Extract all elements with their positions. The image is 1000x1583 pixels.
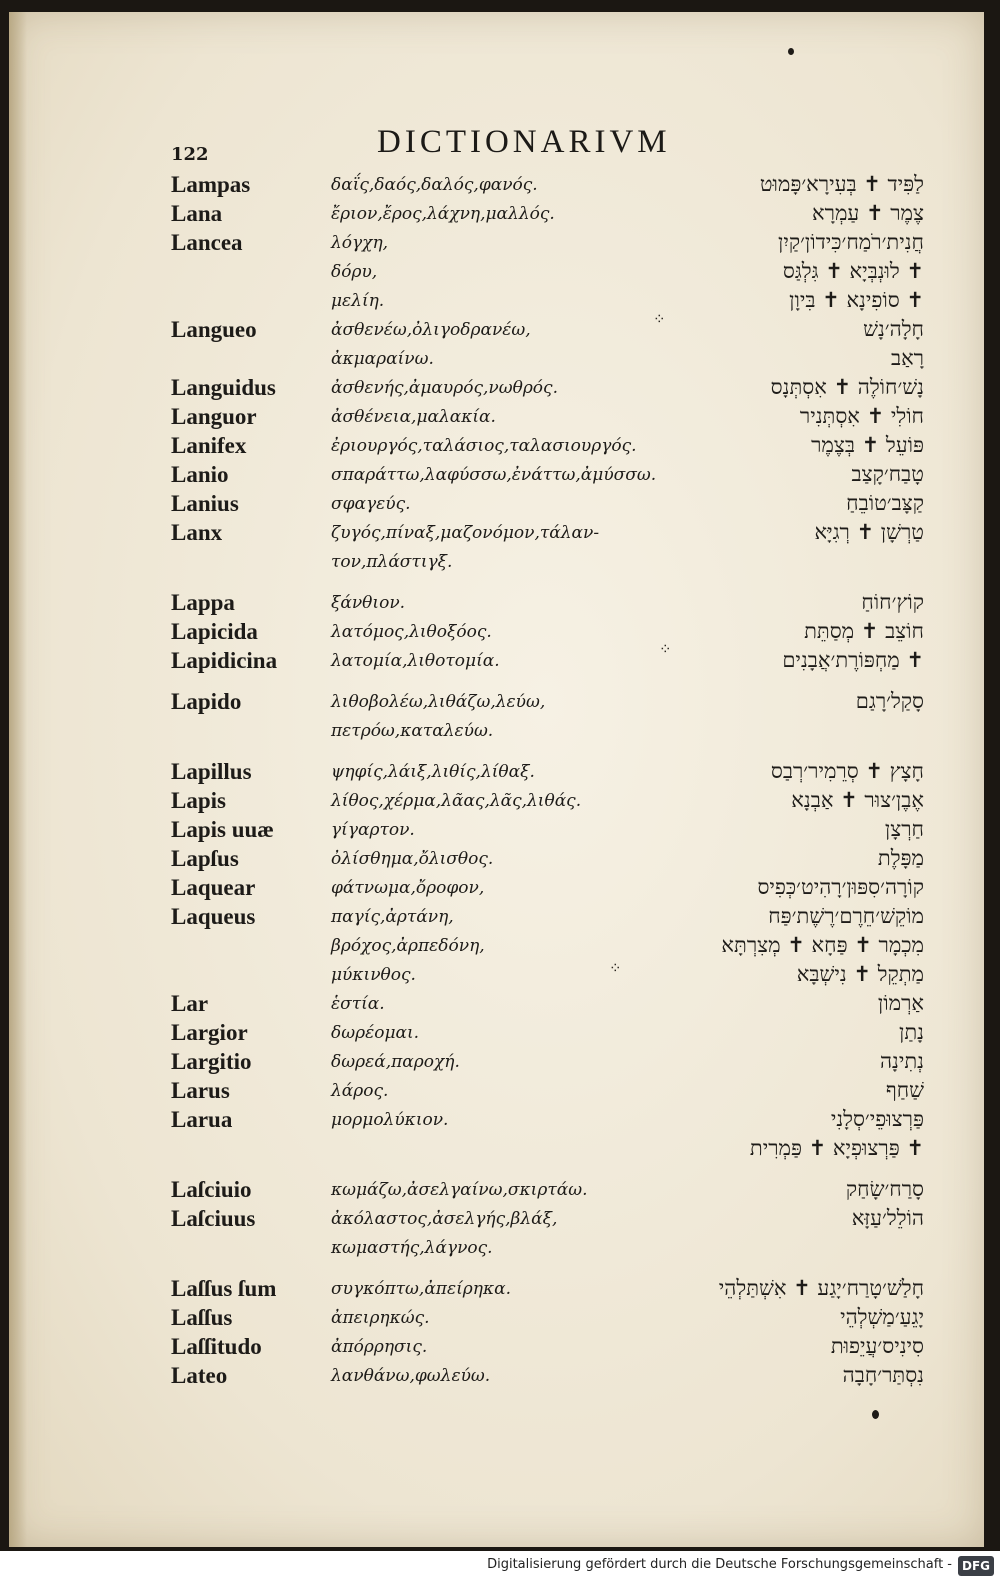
hebrew-equivalent: צֶמֶר ✝ עַמְרָא [812,201,924,225]
greek-equivalent: ἀσθενέω,ὀλιγοδρανέω, [331,320,531,340]
greek-equivalent: δωρέομαι. [331,1023,420,1043]
greek-equivalent: ἀσθένεια,μαλακία. [331,407,496,427]
greek-equivalent: λιθοβολέω,λιθάζω,λεύω, [331,692,546,712]
hebrew-equivalent: מוֹקֵשׁ׳חֵרֶם׳רֶשֶׁת׳פַּח [768,904,924,928]
greek-equivalent: ἀπειρηκώς. [331,1308,430,1328]
greek-equivalent: μελίη. [331,291,385,311]
greek-equivalent: δωρεά,παροχή. [331,1052,460,1072]
dictionary-entries [9,172,984,1388]
latin-headword: Lapis [171,788,226,813]
latin-headword: Lanifex [171,433,247,458]
latin-headword: Larus [171,1078,230,1103]
latin-headword: Lanio [171,462,229,487]
hebrew-equivalent: חֲנִית׳רֹמַח׳כִּידוֹן׳קַיִן [777,230,924,254]
dictionary-entry [9,462,984,491]
dictionary-entry [9,689,984,718]
hebrew-equivalent: ✝ לוּנְבְּיָא ✝ גִּלְגַּס [782,259,924,283]
ornament-mark: ⁘ [659,640,672,658]
greek-equivalent: ἔριον,ἔρος,λάχνη,μαλλός. [331,204,555,224]
greek-equivalent: ἐριουργός,ταλάσιος,ταλασιουργός. [331,436,637,456]
hebrew-equivalent: ✝ פַּרְצוּפְיָא ✝ פַּמְרִית [749,1136,924,1160]
hebrew-equivalent: נָתַן [899,1020,924,1044]
dictionary-entry [9,1136,984,1165]
greek-equivalent: ὀλίσθημα,ὄλισθος. [331,849,494,869]
hebrew-equivalent: סָרַח׳שָׂחַק [845,1177,924,1201]
dictionary-entry [9,991,984,1020]
latin-headword: Largior [171,1020,248,1045]
dictionary-entry [9,375,984,404]
hebrew-equivalent: אֶבֶן׳צוּר ✝ אַבְנָא [791,788,924,812]
dfg-logo: DFG [958,1556,994,1576]
hebrew-equivalent: טַרְשָׁן ✝ רְגִיָּא [814,520,924,544]
hebrew-equivalent: טָבַח׳קָצַב [851,462,924,486]
hebrew-equivalent: נָשׁ׳חוֹלֶה ✝ אִסְתְּנָס [770,375,924,399]
dictionary-entry [9,788,984,817]
page-number: 122 [171,144,209,165]
greek-equivalent: ἀπόρρησις. [331,1337,428,1357]
greek-equivalent: ἀκόλαστος,ἀσελγής,βλάξ, [331,1209,558,1229]
latin-headword: Largitio [171,1049,252,1074]
hebrew-equivalent: ✝ סוֹפִינָא ✝ בִּיוָן [789,288,924,312]
greek-equivalent: κωμαστής,λάγνος. [331,1238,493,1258]
hebrew-equivalent: שַׁחַף [885,1078,924,1102]
hebrew-equivalent: פּוֹעֵל ✝ בְּצֶמֶר [811,433,924,457]
latin-headword: Lampas [171,172,251,197]
book-page [9,12,984,1547]
ink-speck-bottom [872,1410,879,1419]
dictionary-entry [9,648,984,677]
dictionary-entry [9,172,984,201]
dictionary-entry [9,259,984,288]
dictionary-entry [9,1107,984,1136]
latin-headword: Laſſitudo [171,1334,262,1359]
dictionary-entry [9,520,984,549]
latin-headword: Lapicida [171,619,258,644]
latin-headword: Laſciuio [171,1177,252,1202]
dictionary-entry [9,317,984,346]
hebrew-equivalent: קוֹרָה׳סִפּוּן׳רָהִיט׳כְּפִיס [757,875,924,899]
greek-equivalent: μύκινθος. [331,965,416,985]
dictionary-entry [9,904,984,933]
digitization-footer [0,1551,1000,1583]
ornament-mark: ⁘ [609,959,622,977]
page-header [9,124,984,174]
greek-equivalent: βρόχος,ἀρπεδόνη, [331,936,485,956]
hebrew-equivalent: אַרְמוֹן [877,991,924,1015]
dictionary-entry [9,288,984,317]
greek-equivalent: σφαγεύς. [331,494,411,514]
greek-equivalent: δαΐς,δαός,δαλός,φανός. [331,175,538,195]
dictionary-entry [9,1363,984,1392]
dictionary-entry [9,962,984,991]
hebrew-equivalent: נִסְתַּר׳חָבָה [842,1363,924,1387]
hebrew-equivalent: יָגֵעַ׳מַשְׁלְהֵי [840,1305,924,1329]
hebrew-equivalent: מִכְמָר ✝ פַּחָא ✝ מְצִרְתָּא [721,933,924,957]
latin-headword: Laſſus [171,1305,233,1330]
ornament-mark: ⁘ [653,310,666,328]
dictionary-entry [9,846,984,875]
dictionary-entry [9,933,984,962]
latin-headword: Languor [171,404,257,429]
greek-equivalent: συγκόπτω,ἀπείρηκα. [331,1279,511,1299]
dictionary-entry [9,201,984,230]
hebrew-equivalent: נְתִינָה [879,1049,924,1073]
latin-headword: Languidus [171,375,276,400]
hebrew-equivalent: חָלָה׳נָשׁ [863,317,924,341]
dictionary-entry [9,404,984,433]
latin-headword: Lana [171,201,223,226]
latin-headword: Lapſus [171,846,239,871]
hebrew-equivalent: קוֹץ׳חוֹחַ [861,590,924,614]
greek-equivalent: λόγχη, [331,233,389,253]
hebrew-equivalent: סִינִיס׳עֲיֵפוּת [830,1334,924,1358]
dictionary-entry [9,433,984,462]
dictionary-entry [9,1235,984,1264]
latin-headword: Laquear [171,875,256,900]
latin-headword: Laſſus ſum [171,1276,277,1301]
greek-equivalent: πετρόω,καταλεύω. [331,721,494,741]
latin-headword: Laſciuus [171,1206,256,1231]
greek-equivalent: λάρος. [331,1081,389,1101]
hebrew-equivalent: הוֹלֵל׳עַזָּא [851,1206,924,1230]
dictionary-entry [9,230,984,259]
greek-equivalent: λίθος,χέρμα,λᾶας,λᾶς,λιθάς. [331,791,582,811]
latin-headword: Lar [171,991,209,1016]
dictionary-entry [9,1078,984,1107]
dictionary-entry [9,491,984,520]
dictionary-entry [9,1334,984,1363]
greek-equivalent: μορμολύκιον. [331,1110,449,1130]
dictionary-entry [9,590,984,619]
greek-equivalent: δόρυ, [331,262,378,282]
latin-headword: Lapillus [171,759,252,784]
latin-headword: Lanius [171,491,239,516]
latin-headword: Lappa [171,590,235,615]
ink-speck-top [788,48,794,55]
latin-headword: Laqueus [171,904,256,929]
greek-equivalent: ξάνθιον. [331,593,406,613]
dictionary-entry [9,549,984,578]
hebrew-equivalent: חוֹלִי ✝ אִסְתְּנִיר [799,404,924,428]
running-title: DICTIONARIVM [377,124,671,160]
greek-equivalent: τον,πλάστιγξ. [331,552,453,572]
greek-equivalent: κωμάζω,ἀσελγαίνω,σκιρτάω. [331,1180,588,1200]
hebrew-equivalent: לַפִּיד ✝ בְּעִירָא׳פָּמוּט [759,172,924,196]
dictionary-entry [9,1305,984,1334]
latin-headword: Langueo [171,317,257,342]
dictionary-entry [9,619,984,648]
hebrew-equivalent: מַפָּלֶת [877,846,924,870]
dictionary-entry [9,1206,984,1235]
latin-headword: Lateo [171,1363,228,1388]
dictionary-entry [9,817,984,846]
greek-equivalent: φάτνωμα,ὄροφον, [331,878,485,898]
latin-headword: Lanx [171,520,223,545]
dictionary-entry [9,1177,984,1206]
dictionary-entry [9,1276,984,1305]
greek-equivalent: λατόμος,λιθοξόος. [331,622,492,642]
dictionary-entry [9,759,984,788]
latin-headword: Lapidicina [171,648,278,673]
greek-equivalent: λανθάνω,φωλεύω. [331,1366,491,1386]
greek-equivalent: παγίς,ἀρτάνη, [331,907,454,927]
greek-equivalent: σπαράττω,λαφύσσω,ἐνάττω,ἀμύσσω. [331,465,657,485]
hebrew-equivalent: סָקַל׳רָגַם [855,689,924,713]
dictionary-entry [9,346,984,375]
latin-headword: Lapido [171,689,242,714]
hebrew-equivalent: חָלַשׁ׳טָרַח׳יָגַע ✝ אִשְׁתַּלְהֵי [718,1276,924,1300]
hebrew-equivalent: חָצָץ ✝ סְרֵמִיר׳רְבַס [770,759,924,783]
greek-equivalent: ἀσθενής,ἀμαυρός,νωθρός. [331,378,558,398]
dictionary-entry [9,875,984,904]
hebrew-equivalent: רָאַב [890,346,924,370]
hebrew-equivalent: חַרְצָן [884,817,924,841]
funding-credit: Digitalisierung gefördert durch die Deutsche Forschungsgemeinschaft - [487,1557,952,1572]
hebrew-equivalent: קַצָּב׳טוֹבֵחַ [846,491,924,515]
greek-equivalent: ψηφίς,λάιξ,λιθίς,λίθαξ. [331,762,535,782]
dictionary-entry [9,718,984,747]
dictionary-entry [9,1020,984,1049]
latin-headword: Lancea [171,230,243,255]
greek-equivalent: ζυγός,πίναξ,μαζονόμον,τάλαν- [331,523,600,543]
hebrew-equivalent: פַּרְצוּפֵי׳סְלָנִי [830,1107,924,1131]
latin-headword: Larua [171,1107,233,1132]
dictionary-entry [9,1049,984,1078]
greek-equivalent: ἑστία. [331,994,385,1014]
hebrew-equivalent: מַתְקֵל ✝ נִישְׁבָּא [796,962,924,986]
hebrew-equivalent: ✝ מַחְפּוֹרֶת׳אֲבָנִים [782,648,924,672]
hebrew-equivalent: חוֹצֵב ✝ מְסַתֵּת [804,619,924,643]
greek-equivalent: λατομία,λιθοτομία. [331,651,500,671]
greek-equivalent: ἀκμαραίνω. [331,349,434,369]
latin-headword: Lapis uuæ [171,817,274,842]
greek-equivalent: γίγαρτον. [331,820,415,840]
